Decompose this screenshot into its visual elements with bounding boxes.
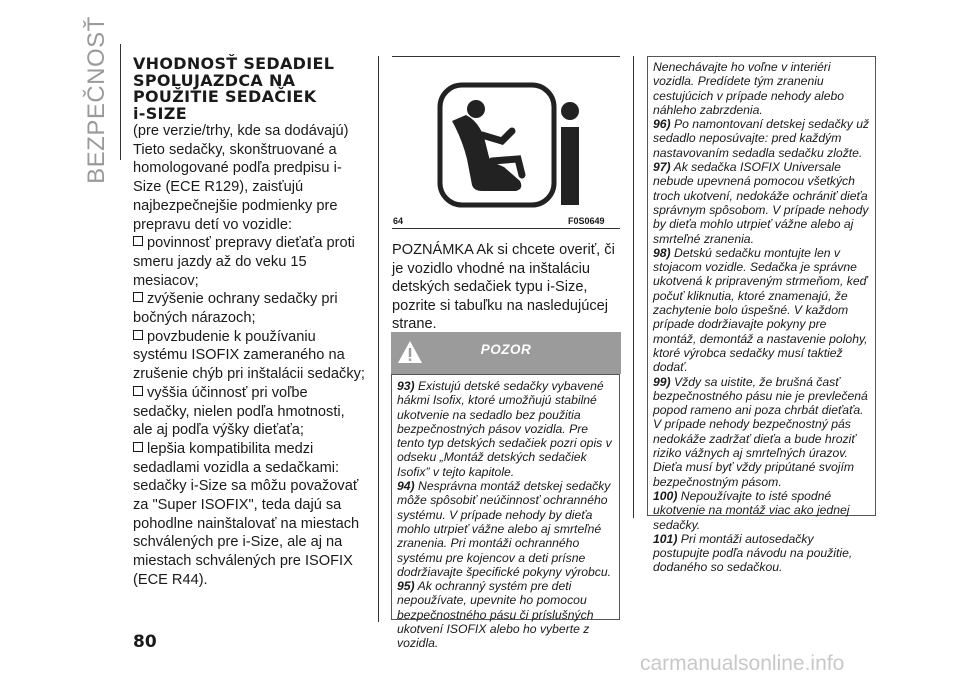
warning-item: 101) Pri montáži autosedačky postupujte podľa návodu na použitie, dodaného so sedačkou. (653, 531, 853, 575)
list-item: lepšia kompatibilita medzi sedadlami vozidla a sedačkami: sedačky i-Size sa môžu považovať za "Super ISOFIX", teda dajú sa pohodlne nainštalovať na miestach schválených pre i-Size, ale aj na miestach schválených pre ISOFIX (ECE R44). (133, 440, 360, 588)
column-divider-1 (378, 56, 379, 622)
warning-item: 94) Nesprávna montáž detskej sedačky môže spôsobiť neúčinnosť ochranného systému. V prípade nehody by dieťa mohlo utrpieť vážne alebo aj smrteľné zranenia. Pri montáži ochranného systému pre kojencov a deti prísne dodržiavajte špecifické pokyny výrobcu. (397, 479, 612, 579)
feature-list (133, 234, 365, 589)
figure-number: 64 (393, 216, 404, 226)
note-paragraph: POZNÁMKA Ak si chcete overiť, či je vozidlo vhodné na inštaláciu detských sedačiek typu i-Size, pozrite si tabuľku na nasledujúcej strane. (392, 242, 615, 333)
title-line: SPOLUJAZDCA NA (133, 70, 296, 90)
warning-header (391, 332, 621, 374)
checkbox-bullet-icon (133, 292, 143, 302)
warning-item: 96) Po namontovaní detskej sedačky už sedadlo neposúvajte: pred každým nastavovaním sedadla sedačku zložte. (653, 117, 870, 160)
figure-bottom-rule (392, 228, 620, 229)
section-side-label (82, 16, 112, 184)
warning-item: 100) Nepoužívajte to isté spodné ukotvenie na montáž viac ako jednej sedačky. (653, 488, 850, 532)
page-number: 80 (133, 632, 157, 652)
warning-item: 95) Ak ochranný systém pre deti nepoužívate, upevnite ho pomocou bezpečnostného pásu či príslušných ukotvení ISOFIX alebo ho vyberte z vozidla. (397, 579, 594, 651)
warning-title: POZOR (480, 342, 532, 357)
title-line: VHODNOSŤ SEDADIEL (133, 54, 335, 73)
title-line: i-SIZE (133, 103, 187, 123)
section-intro: (pre verzie/trhy, kde sa dodávajú) Tieto sedačky, skonštruované a homologované podľa predpisu i-Size (ECE R129), zaisťujú najbezpečnejšie podmienky pre prepravu detí vo vozidle: (133, 123, 349, 233)
warning-box-col2 (391, 374, 620, 651)
checkbox-bullet-icon (133, 386, 143, 396)
side-divider (120, 44, 121, 160)
warning-item: 99) Vždy sa uistite, že brušná časť bezpečnostného pásu nie je prevlečená popod rameno ani poza chrbát dieťaťa. V prípade nehody bezpečnostný pás nedokáže zadržať dieťa a bude hroziť riziko vážnych aj smrteľných úrazov. Dieťa musí byť vždy pripútané svojím bezpečnostným pásom. (653, 374, 868, 489)
warning-item: 93) Existujú detské sedačky vybavené hákmi Isofix, ktoré umožňujú stabilné ukotvenie na sedadlo bez použitia bezpečnostných pásov vozidla. Pre tento typ detských sedačiek pozri opis v odseku „Montáž detských sedačiek Isofix” v tejto kapitole. (397, 379, 612, 479)
list-item: zvýšenie ochrany sedačky pri bočných nárazoch; (133, 291, 338, 327)
checkbox-bullet-icon (133, 330, 143, 340)
warning-continuation: Nenechávajte ho voľne v interiéri vozidla. Predídete tým zraneniu cestujúcich v prípade nehody alebo náhleho zabrzdenia. (653, 60, 845, 117)
warning-item: 97) Ak sedačka ISOFIX Universale nebude upevnená pomocou všetkých troch ukotvení, nedokáže ochrániť dieťa správnym spôsobom. V prípade nehody by dieťa mohlo utrpieť vážne alebo aj smrteľné zranenia. (653, 160, 869, 246)
figure-top-rule (392, 56, 620, 57)
figure-code: F0S0649 (568, 216, 605, 226)
title-line: POUŽITIE SEDAČIEK (133, 87, 317, 106)
side-label-text: BEZPEČNOSŤ (83, 16, 110, 184)
child-seat-isize-icon (392, 71, 620, 219)
section-column (133, 56, 365, 590)
checkbox-bullet-icon (133, 236, 143, 246)
warning-box-col3 (647, 56, 876, 575)
list-item: povinnosť prepravy dieťaťa proti smeru jazdy až do veku 15 mesiacov; (133, 235, 355, 289)
checkbox-bullet-icon (133, 442, 143, 452)
list-item: povzbudenie k používaniu systému ISOFIX zameraného na zrušenie chýb pri inštalácii sedačky; (133, 328, 365, 383)
watermark: carmanualsonline.info (640, 652, 845, 675)
warning-item: 98) Detskú sedačku montujte len v stojacom vozidle. Sedačka je správne ukotvená k pripraveným strmeňom, keď počuť kliknutia, ktoré znamenajú, že zachytenie bolo úspešné. V každom prípade dodržiavajte pokyny pre montáž, demontáž a nastavenie polohy, ktoré výrobca sedačky musí taktiež dodať. (653, 245, 868, 375)
list-item: vyššia účinnosť pri voľbe sedačky, nielen podľa hmotnosti, ale aj podľa výšky dieťaťa; (133, 384, 345, 439)
section-title (133, 56, 365, 122)
column-divider-2 (633, 56, 634, 518)
